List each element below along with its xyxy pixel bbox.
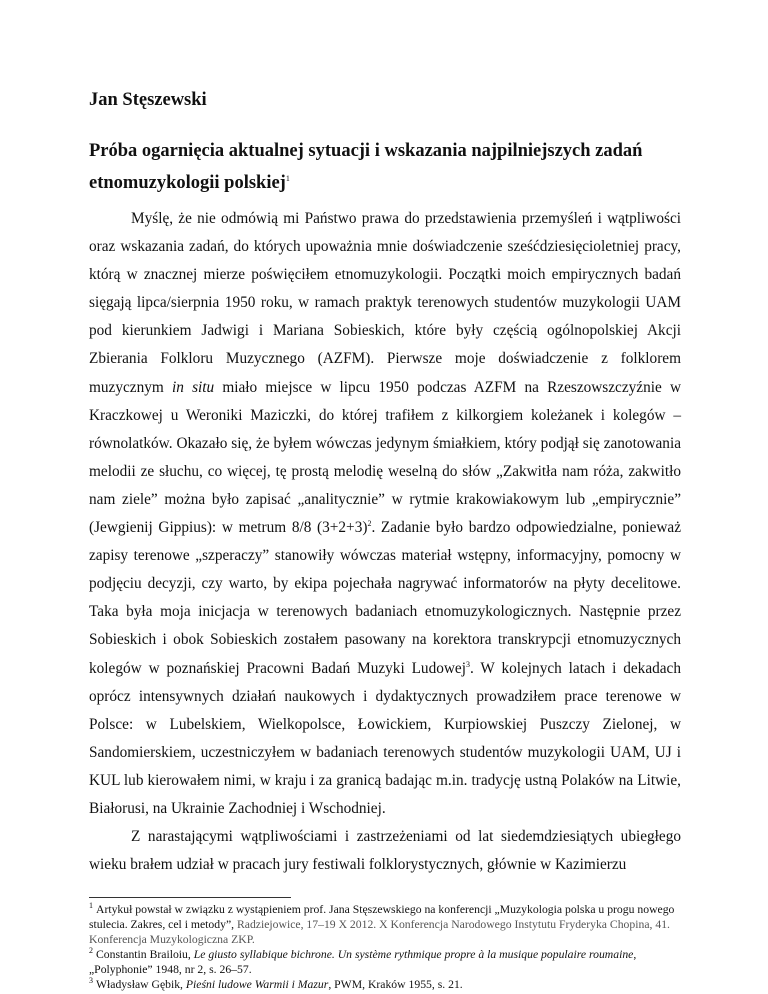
paragraph-2: Z narastającymi wątpliwościami i zastrzeżeniami od lat siedemdziesiątych ubiegłego wieku brałem udział w pracach jury festiwali folklorystycznych, głównie w Kazimierzu xyxy=(89,828,681,874)
paragraph-1-text-d: . W kolejnych latach i dekadach oprócz intensywnych działań naukowych i dydaktycznych prowadziłem prace terenowe w Polsce: w Lubelskiem, Wielkopolsce, Łowickiem, Kurpiowskiej Puszczy Zielonej, w Sandomierskiem, uczestniczyłem w badaniach terenowych studentów muzykologii UAM, UJ i KUL lub kierowałem nimi, w kraju i za granicą badając m.in. tradycję ustną Polaków na Litwie, Białorusi, na Ukrainie Zachodniej i Wschodniej. xyxy=(89,659,681,817)
paragraph-1-text-b: miało miejsce w lipcu 1950 podczas AZFM na Rzeszowszczyźnie w Kraczkowej u Weroniki Maziczki, do której trafiłem z kilkorgiem koleżanek i kolegów – równolatków. Okazało się, że byłem wówczas jedynym śmiałkiem, który podjął się zanotowania melodii ze słuchu, co więcej, tę prostą melodię weselną do słów „Zakwitła nam róża, zakwitło nam ziele” można było zapisać „analitycznie” w rytmie krakowiakowym lub „empirycznie” (Jewgienij Gippius): w metrum 8/8 (3+2+3) xyxy=(89,378,681,537)
footnote-ref-2[interactable]: 2 xyxy=(367,518,372,528)
footnote-ref-3[interactable]: 3 xyxy=(465,659,470,669)
footnote-2 xyxy=(89,947,689,977)
footnote-separator xyxy=(89,897,291,898)
footnote-italic: Le giusto syllabique bichrone. Un système rythmique propre à la musique populaire roumaine xyxy=(193,948,634,961)
footnote-number: 2 xyxy=(89,946,93,956)
article-title xyxy=(89,135,689,199)
footnote-number: 3 xyxy=(89,976,93,986)
footnote-text-grey: Radziejowice, 17–19 X 2012. X Konferencja Narodowego Instytutu Fryderyka Chopina, 41. Konferencja Muzykologiczna ZKP. xyxy=(89,918,670,946)
footnote-1 xyxy=(89,902,689,947)
footnote-text: Artykuł powstał w związku z wystąpieniem prof. Jana Stęszewskiego na konferencji „Muzykologia polska u progu nowego stulecia. Zakres, cel i metody”, xyxy=(89,903,675,931)
article-body xyxy=(89,205,681,879)
paragraph-1 xyxy=(89,205,681,823)
footnote-number: 1 xyxy=(89,901,93,911)
footnote-text: Władysław Gębik, xyxy=(96,978,186,991)
footnote-text: , „Polyphonie” 1948, nr 2, s. 26–57. xyxy=(89,948,637,976)
title-footnote-ref[interactable]: 1 xyxy=(285,173,290,183)
footnote-italic: Pieśni ludowe Warmii i Mazur xyxy=(185,978,329,991)
footnotes xyxy=(89,902,689,992)
author-name: Jan Stęszewski xyxy=(89,90,207,110)
paragraph-1-text-a: Myślę, że nie odmówią mi Państwo prawa do przedstawienia przemyśleń i wątpliwości oraz wskazania zadań, do których upoważnia mnie doświadczenie sześćdziesięcioletniej pracy, którą w znacznej mierze poświęciłem etnomuzykologii. Początki moich empirycznych badań sięgają lipca/sierpnia 1950 roku, w ramach praktyk terenowych studentów muzykologii UAM pod kierunkiem Jadwigi i Mariana Sobieskich, które były częścią ogólnopolskiej Akcji Zbierania Folkloru Muzycznego (AZFM). Pierwsze moje doświadczenie z folklorem muzycznym xyxy=(89,210,681,396)
paragraph-1-italic: in situ xyxy=(171,378,215,396)
footnote-text: Constantin Brailoiu, xyxy=(96,948,194,961)
paragraph-1-text-c: . Zadanie było bardzo odpowiedzialne, ponieważ zapisy terenowe „szperaczy” stanowiły wówczas materiał wstępny, informacyjny, pomocny w podjęciu decyzji, czy warto, by ekipa pojechała nagrywać informatorów na płyty decelitowe. Taka była moja inicjacja w terenowych badaniach etnomuzykologicznych. Następnie przez Sobieskich i obok Sobieskich zostałem pasowany na korektora transkrypcji etnomuzycznych kolegów w poznańskiej Pracowni Badań Muzyki Ludowej xyxy=(89,519,681,677)
footnote-text: , PWM, Kraków 1955, s. 21. xyxy=(328,978,463,991)
title-text: Próba ogarnięcia aktualnej sytuacji i wskazania najpilniejszych zadań etnomuzykologii polskiej xyxy=(89,141,643,193)
footnote-3 xyxy=(89,977,689,992)
